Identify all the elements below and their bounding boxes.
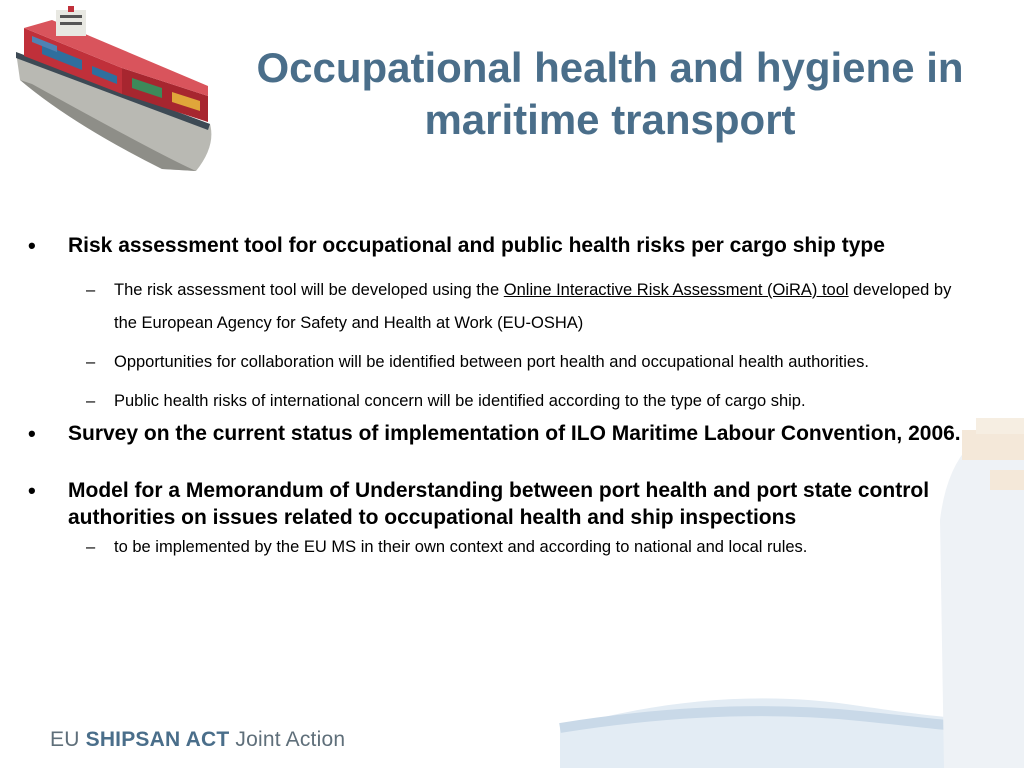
sub-bullet-implementation: [86, 536, 968, 558]
bullet-risk-assessment: [28, 232, 968, 259]
footer-brand: SHIPSAN ACT: [85, 728, 230, 751]
bullet-text: Risk assessment tool for occupational and public health risks per cargo ship type: [68, 234, 885, 257]
bullet-marker: •: [28, 233, 36, 258]
slide-title: Occupational health and hygiene in maritime transport: [256, 44, 964, 143]
cargo-ship-illustration: [12, 6, 217, 176]
sub-bullet-text: Opportunities for collaboration will be identified between port health and occupational health authorities.: [114, 353, 869, 371]
sub-bullet-public-health: [86, 385, 968, 418]
sub-bullet-oira: [86, 274, 968, 340]
dash-marker: –: [86, 353, 96, 371]
footer-prefix: EU: [50, 728, 86, 751]
bullet-ilo-survey: [28, 420, 968, 447]
sub-bullet-collaboration: [86, 346, 968, 379]
bullet-text: Survey on the current status of implementation of ILO Maritime Labour Convention, 2006.: [68, 422, 961, 445]
dash-marker: –: [86, 281, 96, 299]
bullet-marker: •: [28, 478, 36, 503]
oira-tool-link[interactable]: Online Interactive Risk Assessment (OiRA) tool: [503, 281, 849, 299]
dash-marker: –: [86, 392, 96, 410]
footer-suffix: Joint Action: [229, 728, 346, 751]
bullet-text: Model for a Memorandum of Understanding between port health and port state control authorities on issues related to occupational health and ship inspections: [68, 479, 930, 529]
bullet-memorandum: [28, 477, 968, 531]
dash-marker: –: [86, 538, 96, 556]
footer-logo: [50, 728, 345, 752]
sub-bullet-suffix: developed by the European Agency for Safety and Health at Work (EU-OSHA): [114, 281, 952, 332]
bullet-marker: •: [28, 421, 36, 446]
sub-bullet-text: to be implemented by the EU MS in their own context and according to national and local rules.: [114, 538, 808, 556]
sub-bullet-prefix: The risk assessment tool will be developed using the: [114, 281, 504, 299]
sub-bullet-text: Public health risks of international concern will be identified according to the type of cargo ship.: [114, 392, 806, 410]
sub-bullet-text: [114, 274, 968, 340]
slide-content: [28, 232, 968, 558]
